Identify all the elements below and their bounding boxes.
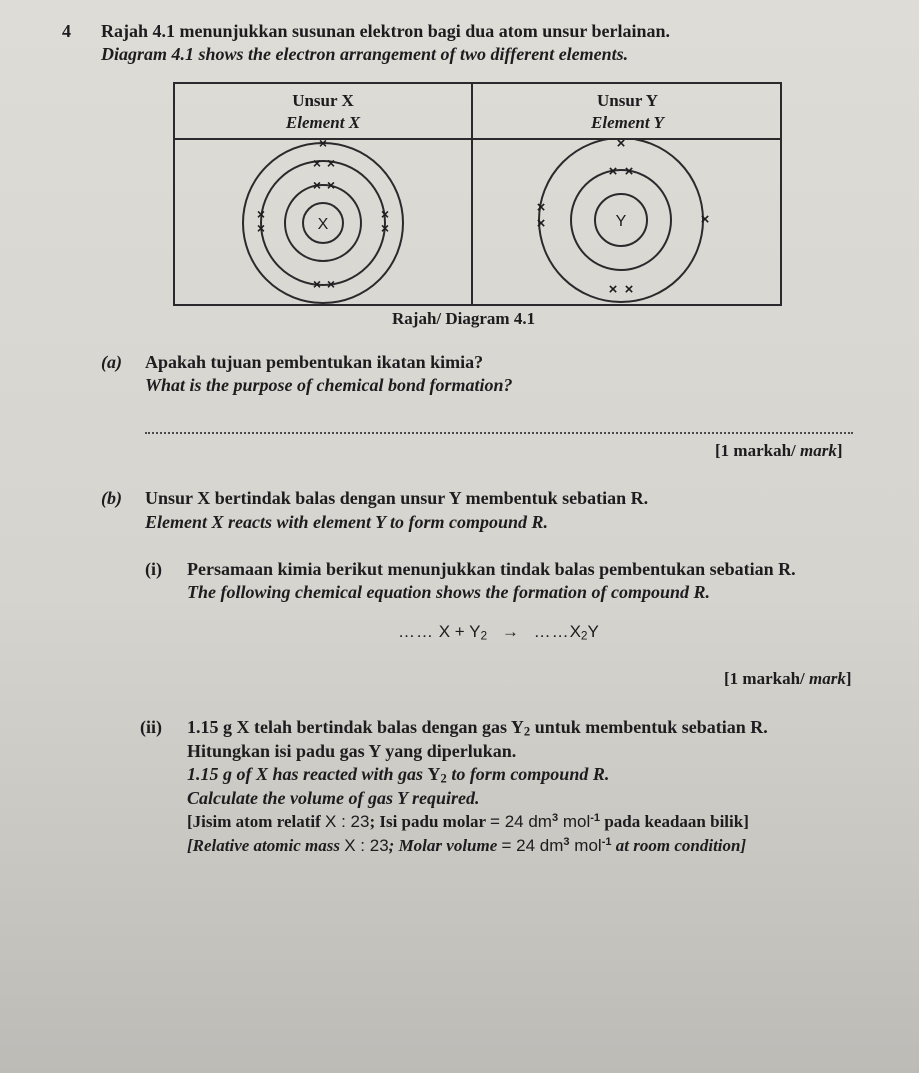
text-segment: X : 23 xyxy=(325,812,370,831)
part-b-ii-english-2: Calculate the volume of gas Y required. xyxy=(187,788,480,808)
header-element-x xyxy=(175,90,471,134)
part-b-i-english: The following chemical equation shows the formation of compound R. xyxy=(187,582,711,602)
text-segment: untuk membentuk sebatian R. xyxy=(530,717,768,737)
intro-malay: Rajah 4.1 menunjukkan susunan elektron bagi dua atom unsur berlainan. xyxy=(101,21,671,41)
diagram-table xyxy=(173,82,782,306)
marks-italic: mark xyxy=(800,441,837,460)
part-b-ii-label: (ii) xyxy=(140,717,162,737)
text-segment: 1.15 g X telah bertindak balas dengan gas Y xyxy=(187,717,524,737)
electron: × xyxy=(312,276,322,292)
electron: × xyxy=(256,206,266,222)
electron: × xyxy=(326,177,336,193)
header-element-y-malay: Unsur Y xyxy=(597,91,658,110)
part-a-malay: Apakah tujuan pembentukan ikatan kimia? xyxy=(145,352,484,372)
chemical-equation xyxy=(398,622,599,642)
part-a-label: (a) xyxy=(101,352,122,372)
electron: × xyxy=(326,276,336,292)
part-b-ii-answer-space[interactable] xyxy=(140,870,880,1060)
equation-reactant-subscript: 2 xyxy=(480,628,488,643)
part-a-marks xyxy=(715,441,843,461)
electron: × xyxy=(536,199,546,216)
superscript: -1 xyxy=(601,835,612,848)
electron: × xyxy=(616,140,626,152)
electron: × xyxy=(536,215,546,232)
part-b-ii-given-malay xyxy=(187,812,749,832)
header-element-y-english: Element Y xyxy=(591,113,664,132)
subscript: 2 xyxy=(523,724,531,739)
question-number: 4 xyxy=(62,21,71,41)
part-b-ii-malay-1 xyxy=(187,717,768,740)
diagram-caption: Rajah/ Diagram 4.1 xyxy=(392,309,536,328)
electron: × xyxy=(624,281,634,298)
text-segment: Y xyxy=(427,764,441,784)
text-segment: ; Molar volume xyxy=(388,836,502,855)
text-segment: pada keadaan bilik] xyxy=(600,812,749,831)
atom-x-symbol: X xyxy=(317,216,329,233)
text-segment: at room condition] xyxy=(611,836,747,855)
atom-x-diagram xyxy=(175,140,471,304)
part-b-i-malay: Persamaan kimia berikut menunjukkan tindak balas pembentukan sebatian R. xyxy=(187,559,796,579)
electron: × xyxy=(326,155,336,171)
text-segment: = 24 dm xyxy=(490,812,552,831)
marks-suffix: ] xyxy=(845,669,852,688)
superscript: 3 xyxy=(551,811,559,824)
header-element-x-malay: Unsur X xyxy=(292,91,354,110)
electron: × xyxy=(608,163,618,180)
part-a-english: What is the purpose of chemical bond formation? xyxy=(145,375,513,395)
part-b-ii-english-1 xyxy=(187,764,609,787)
equation-reactants: X + Y xyxy=(438,622,481,641)
header-element-y xyxy=(473,90,782,134)
marks-prefix: [1 markah/ xyxy=(715,441,800,460)
text-segment: ; Isi padu molar xyxy=(369,812,491,831)
part-b-malay: Unsur X bertindak balas dengan unsur Y membentuk sebatian R. xyxy=(145,488,649,508)
marks-suffix: ] xyxy=(836,441,843,460)
marks-prefix: [1 markah/ xyxy=(724,669,809,688)
part-b-ii-given-english xyxy=(187,836,746,856)
superscript: 3 xyxy=(563,835,570,848)
text-segment: 1.15 g of X has reacted with gas xyxy=(187,764,428,784)
electron: × xyxy=(380,206,390,222)
electron: × xyxy=(312,177,322,193)
part-b-label: (b) xyxy=(101,488,122,508)
electron: × xyxy=(312,155,322,171)
atom-y-diagram xyxy=(473,140,782,304)
header-element-x-english: Element X xyxy=(285,113,361,132)
atom-y-symbol: Y xyxy=(615,213,627,230)
part-b-i-marks xyxy=(724,669,852,689)
electron: × xyxy=(380,220,390,236)
part-b-english: Element X reacts with element Y to form compound R. xyxy=(145,512,549,532)
part-b-ii-malay-2: Hitungkan isi padu gas Y yang diperlukan. xyxy=(187,741,517,761)
equation-product-y: Y xyxy=(587,622,599,641)
text-segment: [Relative atomic mass xyxy=(187,836,345,855)
text-segment: [Jisim atom relatif xyxy=(187,812,326,831)
equation-product-subscript: 2 xyxy=(580,628,588,643)
text-segment: mol xyxy=(569,836,602,855)
text-segment: mol xyxy=(558,812,591,831)
electron: × xyxy=(624,163,634,180)
text-segment: X : 23 xyxy=(344,836,389,855)
marks-italic: mark xyxy=(809,669,846,688)
superscript: -1 xyxy=(590,811,601,824)
text-segment: to form compound R. xyxy=(446,764,610,784)
intro-english: Diagram 4.1 shows the electron arrangement of two different elements. xyxy=(101,44,629,64)
equation-blank-1[interactable]: …… xyxy=(398,622,434,641)
equation-arrow: → xyxy=(501,622,519,641)
part-b-i-label: (i) xyxy=(145,559,162,579)
electron: × xyxy=(256,220,266,236)
electron: × xyxy=(608,281,618,298)
text-segment: = 24 dm xyxy=(501,836,564,855)
electron: × xyxy=(700,211,710,228)
electron: × xyxy=(318,140,328,151)
equation-product-x: X xyxy=(569,622,581,641)
subscript: 2 xyxy=(440,771,447,786)
part-a-answer-line[interactable] xyxy=(145,432,853,434)
equation-blank-2[interactable]: …… xyxy=(533,622,570,641)
